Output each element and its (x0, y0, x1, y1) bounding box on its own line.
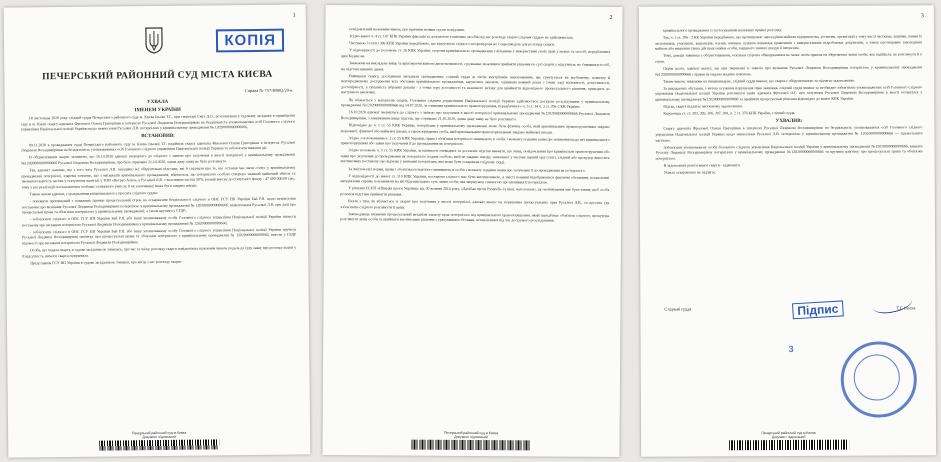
paragraph: повідомлений належним чином, про причини неявки суд не повідомив. (349, 27, 465, 32)
barcode-icon (729, 440, 849, 451)
case-number: Справа № 757/48802/20-к (244, 87, 293, 94)
established-header: ВСТАНОВИВ: (141, 133, 175, 140)
page-3 (639, 5, 936, 457)
paragraph: - поновити пропущений з поважних причин процесуальний строк на оскарження бездіяльності слідчого в ОВС ГСУ НП України Бай Р.Я. щодо невнесення постанови про визнання Русалкої Людмили Володимирівни потерпілою у кримінальному провадженні № 12020000000000666, невключення Русалкої Л.В. при дачі про процесуальні права та обов'язки потерпілого у кримінальному провадженні, а також вручити у СГДР; (21, 196, 296, 215)
paragraph: Зобов'язати уповноважену особу Головного слідчого управління Національної поліції України у кримінальному провадженні №12020000000000666, визнати Русалку Людмилу Володимирівну потерпілою у кримінальному провадженні №12020000000000666 та вручити пам'ятку про процесуальні права та обов'язки потерпілого. (655, 143, 923, 161)
page-2-body (340, 27, 610, 226)
paragraph: 16.10.2020 адвокат звернулася до слідчого з заявою про залучення в якості потерпілої кримінальному провадженні №12020000000000666 Русалкої Людмили Володимирівни, з зазначенням вище підстав, про отримано 21.10.2020, однак дану заяву не було розглянуто. (340, 110, 610, 122)
paragraph: Керуючись ст. ст. 303, 305, 306, 307, 309, п. 2 ст. 376 КПК України, слідчий суддя, (663, 111, 796, 116)
paragraph: Частиною 3 статті 306 КПК України передбачено, що відсутність слідчого чи прокурора не є перешкодою для розгляду скарги. (349, 41, 556, 47)
barcode-icon (411, 440, 531, 451)
coat-of-arms-icon (144, 26, 164, 54)
barcode-caption: Документ підписаний (454, 434, 488, 440)
paragraph: Таким чином, зважаючи на вищенаведене, слідчий суддя вважає, що скарга є обґрунтованою та підлягає задоволенню. (663, 78, 856, 84)
page-number: 3 (920, 13, 924, 20)
paragraph: За викладених обставин, з метою усунення порушення прав заявника, слідчий суддя вважає за необхідне зобов'язати уповноважених осіб Головного слідчого управління Національної поліції України розглянути заяву адвоката Фролової О.Г. про залучення Русалкої Людмили Володимирівни в якості потерпілої у кримінальному провадженні №12020000000000666 та прийняти процесуальне рішення відповідно до вимог КПК України. (655, 85, 923, 102)
page-1 (4, 4, 311, 457)
paragraph: Законодавець визначив процесуальний механізм захисту прав потерпілого від кримінального правопорушення, який передбачає обов'язок слідчого, прокурора розглянути заяву особи та прийняти вмотивоване рішення з урахуванням обставин, встановлених під час досудового розслідування. (340, 211, 610, 223)
page-2 (322, 5, 622, 457)
paragraph: Разом з тим, як вбачається зі скарги про залучення у якості потерпілої, адвокат вказує на порушення процесуальних прав Русалкої Л.В., та просить суд зобов'язати слідчого розглянути її заяву. (340, 199, 610, 210)
paragraph: Ухвала оскарженню не підлягає. (663, 170, 717, 175)
paragraph: Зважаючи на викладене вище та враховуючи вимоги диспозитивності, суд вважає можливим прийняти рішення по суті скарги у відсутність не з'явившихся осіб, на підставі наявних даних. (341, 61, 611, 71)
paragraph: Представник ГСУ НП України в судове засідання не з'явився, про місце і час розгляду скарги (30, 259, 182, 266)
barcode-caption: Документ підписаний (771, 434, 806, 440)
paragraph: - зобов'язати слідчого в ОВС ГСУ НП України Бай Р.Я. або іншу уповноважену особу Головного слідчого управління Національної поліції України вручити Русалкої Людмилі Володимирівні пам'ятку про процесуальні права та обов'язки потерпілого у кримінальному провадженні № 12020000000000666, внести у ЄРДР відомості про визнання потерпілою Русалкої Людмили Володимирівни. (22, 227, 297, 246)
paragraph: Згідно положень ч. 5 ст. 55 КПК України, за наявності очевидних та достатніх підстав вважати, що заява, повідомлення про кримінальне правопорушення або заява про залучення до провадження як потерпілого подана особою, якій не завдано шкоди, зазначеної у частині першій цієї статті, слідчий або прокурор виносить вмотивовану постанову про відмову у визнанні потерпілим, яка може бути оскаржена слідчому судді. (340, 148, 610, 165)
ruling-subheader: ІМЕНЕМ УКРАЇНИ (134, 107, 181, 113)
paragraph: Відтак, скарга підлягає частковому задоволенню. (663, 104, 744, 109)
page-1-body (21, 97, 297, 269)
paragraph: Таким чином адвокат, з урахуванням вищенаведеного, просить слідчого суддю: (29, 190, 159, 197)
paragraph: Особа, що подала скаргу, в судове засідання не з'явилась, про час та місце розгляду скарги повідомлена належним чином, подала до суду заяву про розгляд скарги у її відсутність, вимоги скарги підтримала. (22, 245, 297, 259)
ruling-header: УХВАЛА (147, 99, 169, 106)
paragraph: - зобов'язати слідчого в ОВС ГСУ НП України Бай Р.Я. або іншу уповноважену особу Головного слідчого управління Національної поліції України винести постанову про визнання потерпілою Русалкої Людмили Володимирівни у кримінальному провадженні № 12020000000000666; (21, 214, 296, 228)
paragraph: Скаргу адвоката Фролової Олени Григорівни в інтересах Русалкої Людмили Володимирівни на бездіяльність уповноважених осіб Головного слідчого управління Національної поліції України щодо невнесення Русалкої Л.В. потерпілою у кримінальному провадженні № 12020000000000666 — задовольнити частково. (655, 125, 923, 143)
paragraph: Відповідно до ч. 1 ст. 55 КПК України, потерпілим у кримінальному провадженні може бути фізична особа, якій кримінальним правопорушенням завдано моральної, фізичної або майнової шкоди, а також юридична особа, якій кримінальним правопорушенням завдано майнової шкоди. (340, 123, 610, 135)
paragraph: 09.11.2020 в провадження судді Печерського районного суду м. Києва Ільєвої Т.Г. надійшла скарга адвоката Фролової Олени Григорівни в інтересах Русалкої Людмили Володимирівни на бездіяльність уповноважених осіб Головного слідчого управління Національної поліції України та зобов'язати вчинити дії. (21, 140, 296, 153)
court-seal-icon (841, 341, 917, 417)
barcode-caption: Печерський районний суд м.Києва (132, 430, 187, 436)
paragraph: Окрім цього, адвокат вказує, що при зверненні із заявою про визнання Русалкої Людмили Володимирівни потерпілою у кримінальному провадженні №12020000000000666 слідчим не надано жодних пояснень. (655, 65, 923, 77)
paragraph: Тому, доводи заявника є обґрунтованими, оскільки сторона обвинувачення не може своїм правом на збереження заяви особи, яка надійшла, не розглянути її у строк. (655, 52, 923, 64)
signature-stamp: Підпис (792, 300, 844, 319)
paragraph: У відповідності до положень ст. 26 КПК України, сторони кримінального провадження є вільними у використанні своїх прав у межах та спосіб, передбачених цим Кодексом. (341, 48, 611, 59)
barcode-caption: Печерський районний суд м.Києва (443, 430, 499, 436)
page-3-body (655, 27, 923, 178)
page-number: 2 (609, 14, 613, 21)
paragraph: У відповідності до вимог ст. 110 КПК України, постанова слідчого має бути вмотивованою, в змісті повинні відображатися фактичні обставини, встановлені матеріалами справи, покликаючи на які буде викладено суть заяви особи, яка звернулася з вимогою про визнання її потерпілою. (340, 173, 610, 185)
paragraph: За змістом цієї норми, права і обов'язки потерпілого виникають в особи з моменту подання заяви про залучення її до провадження як потерпілого. (348, 166, 586, 173)
paragraph: Вивчивши скаргу, дослідивши матеріали провадження, слідчий суддя за своїм внутрішнім переконанням, яке ґрунтується на всебічному, повному й неупередженому дослідженні всіх обставин кримінального провадження, керуючись законом, оцінивши кожний доказ з точки зору належності, допустимості, достовірності, а сукупність зібраних доказів - з точки зору достатності та взаємного зв'язку для прийняття відповідного процесуального рішення, приходить до наступного висновку. (340, 73, 611, 95)
intro-paragraph: 18 листопада 2020 року слідчий суддя Печерського районного суду м. Києва Ільєва Т.Г., при секретарі Сміх Д.О., розглянувши у судовому засіданні в приміщенні суду в м. Києві скаргу адвоката Фролової Олени Григорівни в інтересах Русалкої Людмили Володимирівни на бездіяльність уповноважених осіб Головного слідчого управління Національної поліції України щодо невнесення Русалкої Л.В. потерпілою у кримінальному провадженні № 12020000000000666, (20, 113, 295, 132)
barcode-caption: Документ підписаний (142, 434, 176, 440)
copy-stamp: КОПІЯ (216, 29, 284, 53)
barcode (411, 431, 531, 451)
paragraph: У рішенні ЄСПЛ «Швидка проти України» від 30 жовтня 2014 року, «Дахібан проти Румунії» та інші, наголошено, що мотивування має бути таким, щоб особа розуміла підстави прийняття рішення. (340, 186, 610, 197)
paragraph: Так, ч. 3 ст. 206 - 2 КК України передбачено, що протиправне заволодіння майном підприємства, установи, організації у тому числі частками, акціями, паями їх засновників, учасників, акціонерів, членів, вчинене шляхом вчинення правочинів з використанням підроблених документів, а також протиправне заволодіння майном або вчинення таких дій щодо майна особи, завданого значної шкоди її інтересам. (655, 34, 923, 51)
ruled-header: УХВАЛИВ: (775, 118, 803, 124)
barcode (729, 431, 849, 451)
barcode-icon (99, 439, 219, 450)
barcode (99, 430, 219, 450)
barcode-caption: Печерський районний суд м.Києва (761, 430, 816, 436)
judge-label: Слідчий суддя (664, 306, 692, 312)
paragraph: В задоволенні решти вимог скарги - відмовити. (663, 163, 741, 168)
court-title: ПЕЧЕРСЬКИЙ РАЙОННИЙ СУД МІСТА КИЄВА (42, 68, 273, 83)
page-number: 1 (292, 12, 296, 19)
seal-number: 3 (788, 343, 794, 354)
paragraph: Згідно з положеннями ч. 2 ст. 55 КПК України, права і обов'язки потерпілого виникають в особи з моменту подання заяви про вчинення щодо неї кримінального правопорушення або заяви про залучення її до провадження як потерпілого. (340, 135, 610, 147)
paragraph: кримінального провадження із застосуванням належних правил розгляду. (662, 28, 782, 33)
judge-name: Т.Г. Ільєва (896, 305, 916, 311)
paragraph: Як вбачається з матеріалів скарги, Головним слідчим управлінням Національної поліції України здійснюється досудове розслідування у кримінальному провадженні №12020000000000666 від 14.07.2020, за ознаками кримінального правопорушення, передбаченого ч. 3 ст. 14 ч. 3 ст. 206-2 КК України. (340, 97, 610, 109)
paragraph: Згідно вимог ч. 4 ст. 107 КПК України фіксація за допомогою технічних засобів під час розгляду скарги слідчим суддею не здійснювалась. (349, 34, 574, 40)
paragraph: В обґрунтування скарги зазначено, що 16.10.2020 адвокат звернулась до слідчого з заявою про залучення в якості потерпілої у кримінальному провадженні №12020000000000666 Русалкої Людмили Володимирівни, про було отримано 21.10.2020, однак дану заяву не було розглянуто. (21, 152, 296, 166)
paragraph: Так, адвокат зазначає, що з того часу Русалкої Л.В. заподіяно всі обґрунтовані підстави, які б свідчили про те, що остання має мати статус у кримінальному провадженні потерпілої, зокрема зазначає, що з матеріалів кримінального провадження, вбачається, що потерпілою особою створено значний майновий збиток та зменшено вартість частки у статутному капіталі у ТОВ «Петрус-Алко», а Русалкої Л.В. є власником частки 50%, розмір внеску до статутного фонду - 47 600 000,00 грн., тому у раз реалізації постановлення особами злочинного умислу, її як засновнику може бути завдано шкоди. (21, 165, 296, 190)
handwritten-signature (871, 291, 914, 316)
